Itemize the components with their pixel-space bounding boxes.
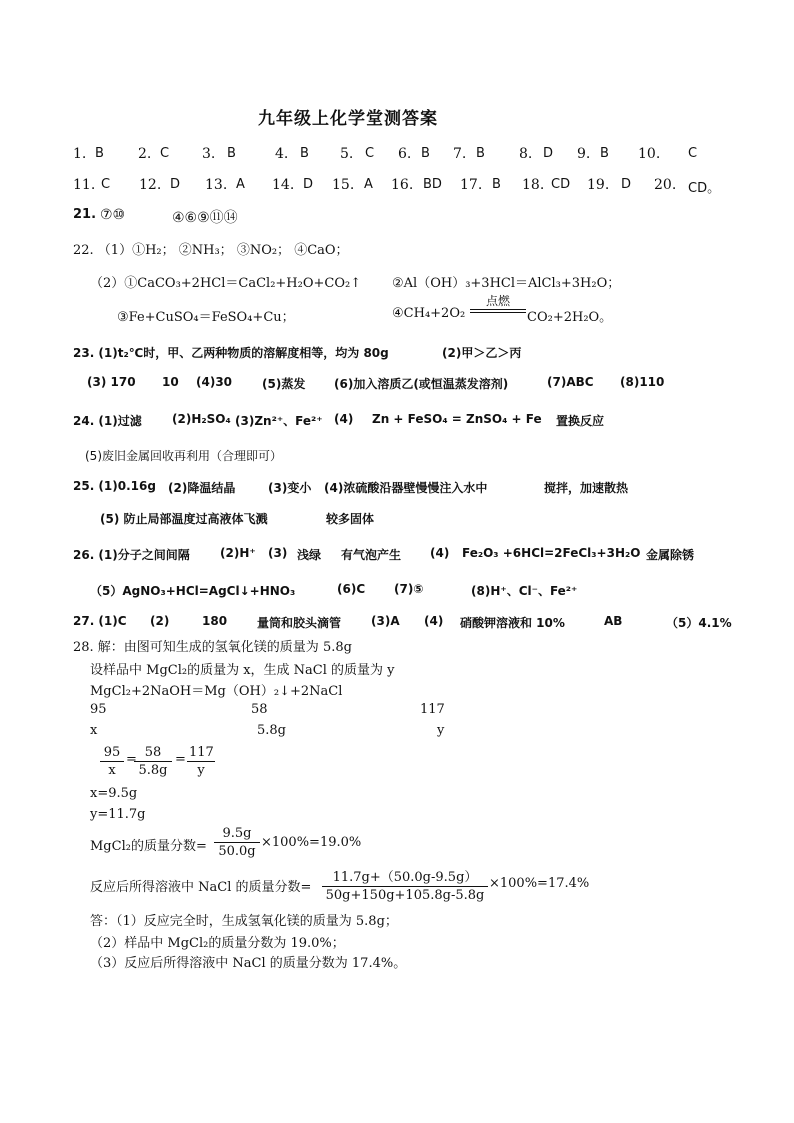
q24row1-item: 置换反应 (556, 414, 605, 428)
question-number: 19. (587, 177, 610, 193)
q22-eq2: ②Al（OH）₃+3HCl＝AlCl₃+3H₂O； (392, 276, 621, 291)
choice-answer: C (101, 177, 111, 192)
q24-line2: (5)废旧金属回收再利用（合理即可） (85, 449, 282, 463)
ignite-condition: 点燃 (485, 294, 510, 308)
question-number: 1. (73, 146, 87, 162)
choice-answer: C (688, 146, 698, 161)
question-number: 13. (205, 177, 228, 193)
q26row1-item: 金属除锈 (646, 548, 695, 562)
q23-line1b: (2)甲＞乙＞丙 (442, 346, 522, 360)
q26row2-item: (7)⑤ (394, 582, 424, 596)
q27row-item: (3)A (371, 614, 400, 628)
q23row2-item: (7)ABC (547, 375, 594, 389)
choice-answer: B (95, 146, 104, 161)
choice-answer: D (303, 177, 314, 192)
fraction-numerator: 11.7g+（50.0g-9.5g） (322, 866, 488, 887)
q24row1-item: (4) (334, 412, 354, 426)
q21-answer-b: ④⑥⑨⑪⑭ (172, 210, 238, 226)
q25row1-item: (4)浓硫酸沿器壁慢慢注入水中 (324, 481, 488, 495)
q28-answer-3: （3）反应后所得溶液中 NaCl 的质量分数为 17.4%。 (90, 956, 407, 971)
q24row1-item: (3)Zn²⁺、Fe²⁺ (235, 414, 323, 428)
choice-answer: A (364, 177, 373, 192)
choice-answer: CD。 (688, 181, 721, 196)
q23-line1a: 23. (1)t₂℃时，甲、乙两种物质的溶解度相等，均为 80g (73, 346, 389, 360)
question-number: 14. (272, 177, 295, 193)
q27row-item: 27. (1)C (73, 614, 127, 628)
q27row-item: 180 (202, 614, 228, 628)
q22-line1: 22. （1）①H₂； ②NH₃； ③NO₂； ④CaO； (73, 243, 349, 258)
choice-answer: B (421, 146, 430, 161)
q23row2-item: (6)加入溶质乙(或恒温蒸发溶剂) (334, 377, 509, 391)
q25row1-item: (3)变小 (268, 481, 312, 495)
q26row1-item: 26. (1)分子之间间隔 (73, 548, 190, 562)
q22-eq1: （2）①CaCO₃+2HCl＝CaCl₂+H₂O+CO₂↑ (90, 276, 362, 291)
question-number: 11. (73, 177, 96, 193)
choice-answer: BD (423, 177, 442, 192)
q28-equation: MgCl₂+2NaOH＝Mg（OH）₂↓+2NaCl (90, 684, 343, 699)
q22-eq4-right: CO₂+2H₂O。 (527, 310, 613, 325)
q26row1-item: (4) (430, 546, 450, 560)
ratio-denominator: y (197, 763, 205, 778)
choice-answer: A (236, 177, 245, 192)
q28-answer-2: （2）样品中 MgCl₂的质量分数为 19.0%； (90, 936, 345, 951)
page-title: 九年级上化学堂测答案 (258, 109, 438, 129)
q26row1-item: (3) (268, 546, 288, 560)
q22-eq4-condition (470, 292, 526, 313)
question-number: 18. (522, 177, 545, 193)
q27row-item: 硝酸钾溶液和 10% (460, 616, 565, 630)
equals-sign: = (175, 752, 186, 767)
q25row1-item: (2)降温结晶 (168, 481, 236, 495)
q28-var-y: y (437, 723, 445, 738)
q28-mgcl2-label: MgCl₂的质量分数= (90, 839, 207, 854)
choice-answer: C (365, 146, 375, 161)
q28-var-x: x (90, 723, 98, 738)
fraction-numerator: 9.5g (214, 826, 260, 843)
q23row2-item: (5)蒸发 (262, 377, 306, 391)
q26row1-item: (2)H⁺ (220, 546, 256, 560)
q22-eq3: ③Fe+CuSO₄＝FeSO₄+Cu； (117, 310, 295, 325)
ratio-58-5.8g (134, 745, 172, 778)
q21-answer-a: ⑦⑩ (100, 207, 126, 223)
question-number: 7. (453, 146, 467, 162)
choice-answer: B (476, 146, 485, 161)
equals-bar (470, 309, 526, 313)
question-number: 10. (638, 146, 661, 162)
fraction-denominator: 50.0g (218, 844, 256, 859)
q25row1-item: 搅拌，加速散热 (544, 481, 629, 495)
q26row2-item: （5）AgNO₃+HCl=AgCl↓+HNO₃ (90, 584, 296, 598)
ratio-denominator: 5.8g (138, 763, 168, 778)
ratio-numerator: 58 (134, 745, 172, 762)
question-number: 8. (519, 146, 533, 162)
question-number: 15. (332, 177, 355, 193)
equals-sign: = (126, 752, 137, 767)
q27row-item: 量筒和胶头滴管 (257, 616, 342, 630)
q28-mass-58: 58 (251, 702, 268, 717)
q26row1-item: 有气泡产生 (341, 548, 402, 562)
q26row2-item: (6)C (337, 582, 366, 596)
choice-answer: B (227, 146, 236, 161)
fraction-denominator: 50g+150g+105.8g-5.8g (325, 888, 485, 903)
q24row1-item: 24. (1)过滤 (73, 414, 142, 428)
q26row1-item: Fe₂O₃ +6HCl=2FeCl₃+3H₂O (462, 546, 641, 560)
question-number: 12. (139, 177, 162, 193)
choice-answer: B (600, 146, 609, 161)
q25row1-item: 25. (1)0.16g (73, 479, 156, 493)
question-number: 16. (391, 177, 414, 193)
choice-answer: B (492, 177, 501, 192)
q28-x-result: x=9.5g (90, 786, 138, 801)
question-number: 9. (577, 146, 591, 162)
ratio-denominator: x (108, 763, 116, 778)
q24row1-item: (2)H₂SO₄ (172, 412, 231, 426)
q25row2-item: (5) 防止局部温度过高液体飞溅 (100, 512, 268, 526)
choice-answer: C (160, 146, 170, 161)
q27row-item: （5）4.1% (666, 616, 732, 630)
choice-answer: D (170, 177, 181, 192)
ratio-numerator: 95 (100, 745, 124, 762)
question-number: 6. (398, 146, 412, 162)
question-number: 4. (275, 146, 289, 162)
q27row-item: AB (604, 614, 623, 628)
q28-mass-117: 117 (420, 702, 445, 717)
q28-mgcl2-tail: ×100%=19.0% (261, 835, 362, 850)
choice-answer: D (543, 146, 554, 161)
q25row2-item: 较多固体 (326, 512, 375, 526)
choice-answer: CD (551, 177, 571, 192)
q23row2-item: (4)30 (196, 375, 233, 389)
q28-answer-1: 答：（1）反应完全时，生成氢氧化镁的质量为 5.8g； (90, 914, 398, 929)
question-number: 3. (202, 146, 216, 162)
q28-y-result: y=11.7g (90, 807, 146, 822)
q28-intro: 28. 解：由图可知生成的氢氧化镁的质量为 5.8g (73, 640, 352, 655)
q23row2-item: (3) 170 (87, 375, 136, 389)
nacl-fraction (322, 866, 488, 903)
q26row2-item: (8)H⁺、Cl⁻、Fe²⁺ (471, 584, 578, 598)
question-number: 2. (138, 146, 152, 162)
q28-var-58g: 5.8g (257, 723, 286, 738)
q22-eq4-left: ④CH₄+2O₂ (392, 306, 466, 321)
q27row-item: (4) (424, 614, 444, 628)
q21-label: 21. (73, 207, 97, 222)
q23row2-item: 10 (162, 375, 179, 389)
ratio-numerator: 117 (189, 745, 214, 760)
choice-answer: D (621, 177, 632, 192)
q26row1-item: 浅绿 (297, 548, 322, 562)
choice-answer: B (300, 146, 309, 161)
question-number: 20. (654, 177, 677, 193)
ratio-117-y (187, 745, 215, 778)
q24row1-item: Zn + FeSO₄ = ZnSO₄ + Fe (372, 412, 542, 426)
ratio-95-x (100, 745, 124, 778)
q23row2-item: (8)110 (620, 375, 665, 389)
q27row-item: (2) (150, 614, 170, 628)
q28-set: 设样品中 MgCl₂的质量为 x，生成 NaCl 的质量为 y (90, 663, 395, 678)
mgcl2-fraction (214, 826, 260, 859)
q28-nacl-label: 反应后所得溶液中 NaCl 的质量分数= (90, 880, 312, 895)
q28-nacl-tail: ×100%=17.4% (489, 876, 590, 891)
question-number: 17. (460, 177, 483, 193)
q28-mass-95: 95 (90, 702, 107, 717)
question-number: 5. (340, 146, 354, 162)
